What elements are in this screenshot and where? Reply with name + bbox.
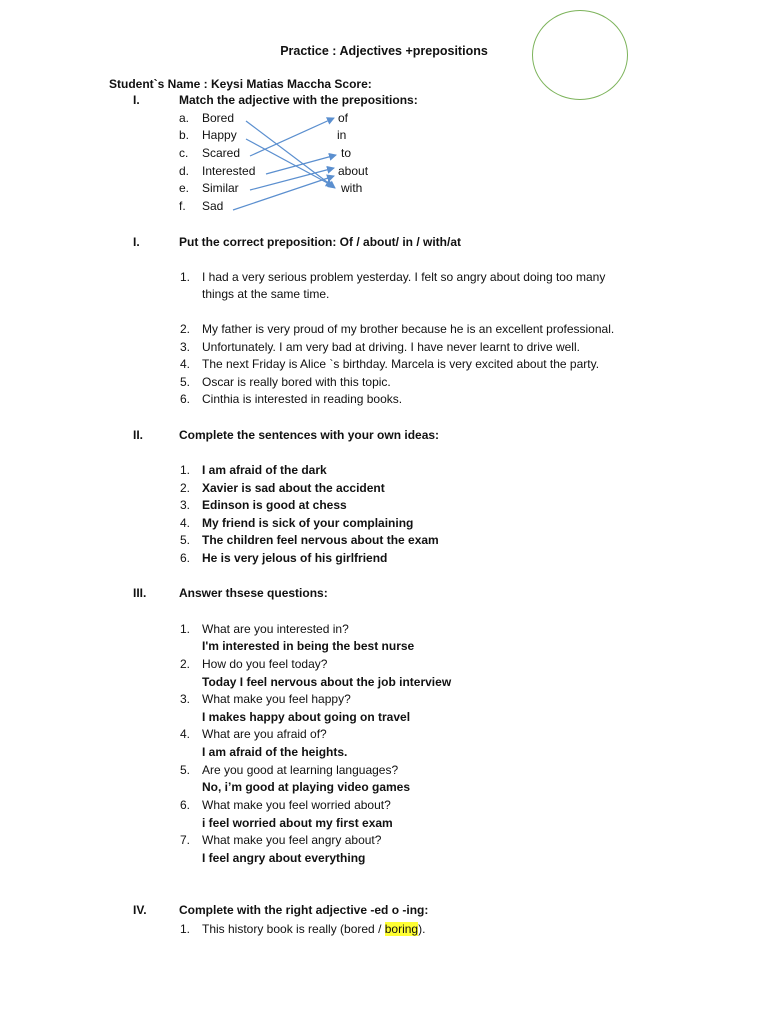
section-roman: II. [133, 428, 144, 442]
sentence-start: This history book is really (bored / [202, 922, 385, 936]
adjective-word: Sad [202, 199, 224, 213]
adjective-letter: a. [179, 111, 190, 125]
match-line-bored-with [246, 121, 335, 188]
adjective-word: Happy [202, 128, 237, 142]
adjective-letter: f. [179, 199, 186, 213]
item-number: 3. [179, 498, 190, 512]
list-item: Edinson is good at chess [202, 498, 347, 512]
list-item-continued: things at the same time. [202, 287, 330, 301]
list-item: My father is very proud of my brother because he is an excellent professional. [202, 322, 615, 336]
adjective-word: Bored [202, 111, 235, 125]
list-item: The next Friday is Alice `s birthday. Marcela is very excited about the party. [202, 357, 600, 371]
list-item: I am afraid of the dark [202, 463, 327, 477]
section-heading-put: Put the correct preposition: Of / about/ in / with/at [179, 235, 462, 249]
match-line-similar-to [250, 168, 334, 190]
answer-text: No, i’m good at playing video games [202, 780, 411, 794]
item-number: 3. [179, 340, 190, 354]
preposition-word: about [338, 164, 369, 178]
adjective-word: Similar [202, 181, 239, 195]
answer-text: I feel angry about everything [202, 851, 366, 865]
matching-arrows [0, 0, 768, 260]
item-number: 5. [179, 375, 190, 389]
list-item: The children feel nervous about the exam [202, 533, 439, 547]
list-item: Oscar is really bored with this topic. [202, 375, 391, 389]
answer-text: I am afraid of the heights. [202, 745, 348, 759]
adjective-letter: c. [179, 146, 189, 160]
answer-text: i feel worried about my first exam [202, 816, 393, 830]
preposition-word: of [338, 111, 349, 125]
item-number: 5. [179, 763, 190, 777]
item-number: 1. [179, 922, 190, 936]
question-text: What are you interested in? [202, 622, 349, 636]
question-text: Are you good at learning languages? [202, 763, 399, 777]
item-number: 3. [179, 692, 190, 706]
section-heading-match: Match the adjective with the prepositions: [179, 93, 418, 107]
item-number: 6. [179, 798, 190, 812]
question-text: What make you feel happy? [202, 692, 351, 706]
adjective-letter: d. [179, 164, 190, 178]
item-number: 6. [179, 392, 190, 406]
item-number: 1. [179, 622, 190, 636]
list-item: He is very jelous of his girlfriend [202, 551, 388, 565]
adjective-letter: e. [179, 181, 190, 195]
list-item: Cinthia is interested in reading books. [202, 392, 403, 406]
match-line-happy-about [246, 139, 333, 186]
page-title: Practice : Adjectives +prepositions [280, 44, 488, 58]
highlighted-answer: boring [384, 922, 419, 936]
answer-text: I makes happy about going on travel [202, 710, 411, 724]
list-item: I had a very serious problem yesterday. I felt so angry about doing too many [202, 270, 606, 284]
section-roman: I. [133, 93, 140, 107]
match-line-interested-in [266, 155, 336, 174]
adjective-word: Scared [202, 146, 241, 160]
item-number: 1. [179, 270, 190, 284]
section-heading-answer: Answer thsese questions: [179, 586, 328, 600]
item-number: 2. [179, 322, 190, 336]
section-roman: I. [133, 235, 140, 249]
sentence-end: ). [418, 922, 426, 936]
list-item [202, 922, 425, 936]
item-number: 2. [179, 481, 190, 495]
match-line-scared-of [250, 118, 334, 156]
item-number: 4. [179, 727, 190, 741]
adjective-word: Interested [202, 164, 256, 178]
student-name-line: Student`s Name : Keysi Matias Maccha Score: [109, 77, 372, 91]
question-text: What make you feel worried about? [202, 798, 391, 812]
preposition-word: to [341, 146, 352, 160]
section-roman: IV. [133, 903, 147, 917]
section-roman: III. [133, 586, 147, 600]
item-number: 7. [179, 833, 190, 847]
question-text: What are you afraid of? [202, 727, 327, 741]
preposition-word: with [341, 181, 363, 195]
answer-text: I'm interested in being the best nurse [202, 639, 415, 653]
preposition-word: in [337, 128, 347, 142]
section-heading-adjective: Complete with the right adjective -ed o -ing: [179, 903, 429, 917]
item-number: 5. [179, 533, 190, 547]
section-heading-complete: Complete the sentences with your own ideas: [179, 428, 440, 442]
item-number: 4. [179, 357, 190, 371]
item-number: 6. [179, 551, 190, 565]
list-item: Xavier is sad about the accident [202, 481, 385, 495]
question-text: What make you feel angry about? [202, 833, 382, 847]
item-number: 4. [179, 516, 190, 530]
adjective-letter: b. [179, 128, 190, 142]
item-number: 1. [179, 463, 190, 477]
item-number: 2. [179, 657, 190, 671]
answer-text: Today I feel nervous about the job interview [202, 675, 452, 689]
question-text: How do you feel today? [202, 657, 328, 671]
list-item: My friend is sick of your complaining [202, 516, 414, 530]
list-item: Unfortunately. I am very bad at driving. I have never learnt to drive well. [202, 340, 580, 354]
